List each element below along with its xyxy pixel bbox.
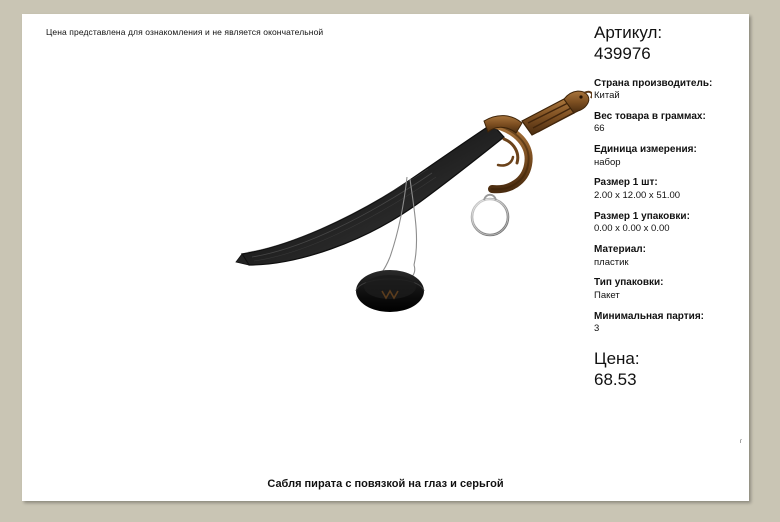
spec-label: Материал: (594, 244, 646, 256)
product-info-column (594, 22, 744, 391)
sku-value: 439976 (594, 44, 651, 64)
spec-value: Пакет (594, 289, 620, 301)
tiny-mark: г (740, 439, 743, 445)
spec-country (594, 77, 744, 103)
spec-value: 0.00 x 0.00 x 0.00 (594, 223, 670, 235)
spec-label: Вес товара в граммах: (594, 110, 706, 122)
spec-material (594, 243, 744, 269)
spec-value: набор (594, 156, 621, 168)
spec-package-type (594, 276, 744, 302)
spec-label: Страна производитель: (594, 77, 713, 89)
earring-shape (472, 195, 508, 235)
sword-blade-shape (236, 124, 504, 265)
spec-label: Тип упаковки: (594, 277, 664, 289)
spec-min-batch (594, 310, 744, 336)
spec-label: Размер 1 упаковки: (594, 210, 690, 222)
spec-package-size (594, 210, 744, 236)
spec-unit (594, 143, 744, 169)
spec-label: Единица измерения: (594, 144, 697, 156)
spec-value: 2.00 x 12.00 x 51.00 (594, 189, 681, 201)
product-sheet-page (22, 14, 749, 501)
sku-label: Артикул: (594, 23, 663, 42)
product-caption: Сабля пирата с повязкой на глаз и серьгой (267, 478, 504, 490)
spec-value: 3 (594, 323, 600, 335)
spec-weight (594, 110, 744, 136)
spec-item-size (594, 176, 744, 202)
spec-value: пластик (594, 256, 629, 268)
product-photo (192, 69, 592, 349)
price-value: 68.53 (594, 370, 637, 390)
spec-label: Размер 1 шт: (594, 177, 658, 189)
price-label: Цена: (594, 349, 640, 368)
spec-value: 66 (594, 123, 605, 135)
spec-value: Китай (594, 90, 620, 101)
price-disclaimer: Цена представлена для ознакомления и не является окончательной (46, 27, 324, 37)
spec-label: Минимальная партия: (594, 310, 704, 322)
